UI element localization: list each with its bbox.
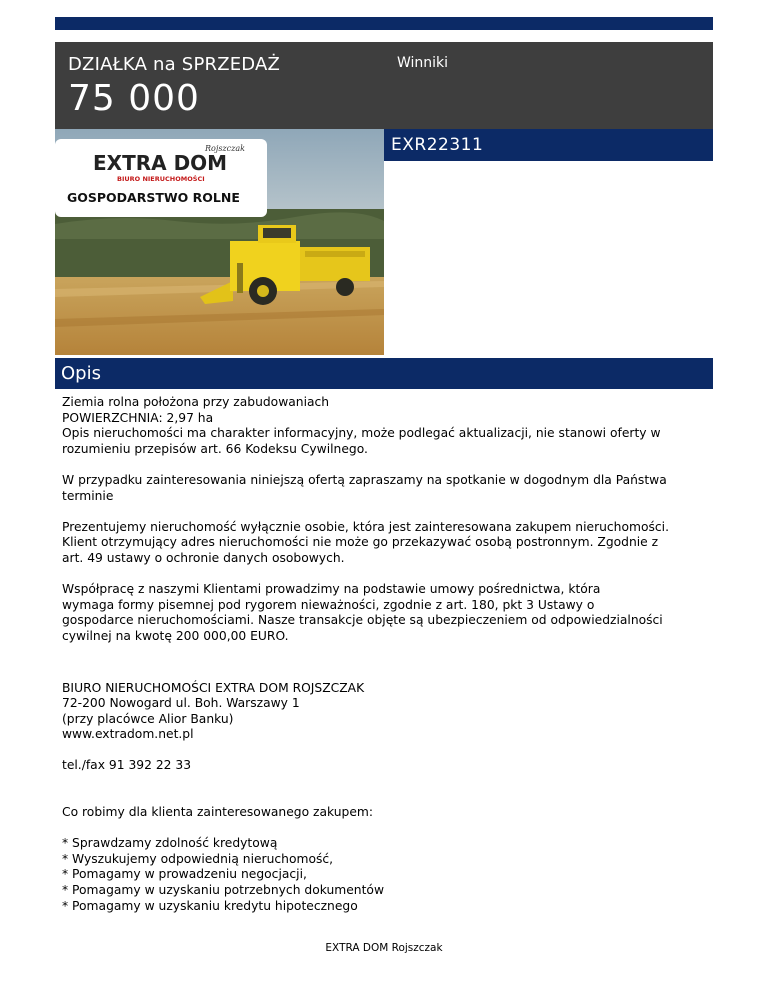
logo-sub-text: BIURO NIERUCHOMOŚCI [117, 175, 205, 183]
service-item: * Pomagamy w uzyskaniu potrzebnych dokumentów [62, 883, 385, 898]
property-price: 75 000 [68, 78, 200, 119]
property-type: DZIAŁKA na SPRZEDAŻ [68, 54, 281, 75]
desc-line: art. 49 ustawy o ochronie danych osobowych. [62, 550, 345, 565]
address-line: BIURO NIERUCHOMOŚCI EXTRA DOM ROJSZCZAK [62, 680, 365, 695]
logo-main-text: EXTRA DOM [93, 151, 228, 175]
desc-line: cywilnej na kwotę 200 000,00 EURO. [62, 628, 289, 643]
service-item: * Wyszukujemy odpowiednią nieruchomość, [62, 851, 334, 866]
phone-number: tel./fax 91 392 22 33 [62, 758, 192, 773]
top-accent-bar [55, 17, 713, 30]
service-item: * Pomagamy w uzyskaniu kredytu hipotecznego [62, 898, 358, 913]
reference-number: EXR22311 [391, 135, 484, 155]
desc-line: wymaga formy pisemnej pod rygorem nieważności, zgodnie z art. 180, pkt 3 Ustawy o [62, 597, 595, 612]
page-footer: EXTRA DOM Rojszczak [325, 942, 443, 954]
listing-header [55, 42, 713, 129]
section-header [55, 358, 713, 389]
service-item: * Pomagamy w prowadzeniu negocjacji, [62, 867, 307, 882]
photo-caption: GOSPODARSTWO ROLNE [67, 190, 240, 205]
desc-line: Klient otrzymujący adres nieruchomości nie może go przekazywać osobą postronnym. Zgodnie z [62, 535, 659, 550]
logo-small-text: Rojszczak [205, 144, 245, 153]
description-body [62, 395, 707, 914]
website-link[interactable]: www.extradom.net.pl [62, 727, 194, 742]
desc-line: Współpracę z naszymi Klientami prowadzimy na podstawie umowy pośrednictwa, która [62, 582, 601, 597]
desc-line: Opis nieruchomości ma charakter informacyjny, może podlegać aktualizacji, nie stanowi oferty w [62, 426, 661, 441]
services-title: Co robimy dla klienta zainteresowanego zakupem: [62, 805, 374, 820]
property-photo [55, 129, 384, 355]
service-item: * Sprawdzamy zdolność kredytową [62, 836, 278, 851]
desc-line: Ziemia rolna położona przy zabudowaniach [62, 395, 330, 409]
desc-line: W przypadku zainteresowania niniejszą ofertą zapraszamy na spotkanie w dogodnym dla Państwa [62, 472, 667, 487]
section-title: Opis [61, 363, 101, 384]
desc-line: POWIERZCHNIA: 2,97 ha [62, 410, 214, 425]
harvester-photo [55, 129, 384, 355]
desc-line: Prezentujemy nieruchomość wyłącznie osobie, która jest zainteresowana zakupem nieruchomości. [62, 519, 669, 534]
desc-line: rozumieniu przepisów art. 66 Kodeksu Cywilnego. [62, 441, 368, 456]
reference-bar [384, 129, 713, 161]
address-line: (przy placówce Alior Banku) [62, 711, 234, 726]
address-line: 72-200 Nowogard ul. Boh. Warszawy 1 [62, 696, 300, 711]
desc-line: terminie [62, 488, 114, 503]
desc-line: gospodarce nieruchomościami. Nasze transakcje objęte są ubezpieczeniem od odpowiedzialności [62, 613, 663, 628]
property-location: Winniki [397, 55, 449, 71]
